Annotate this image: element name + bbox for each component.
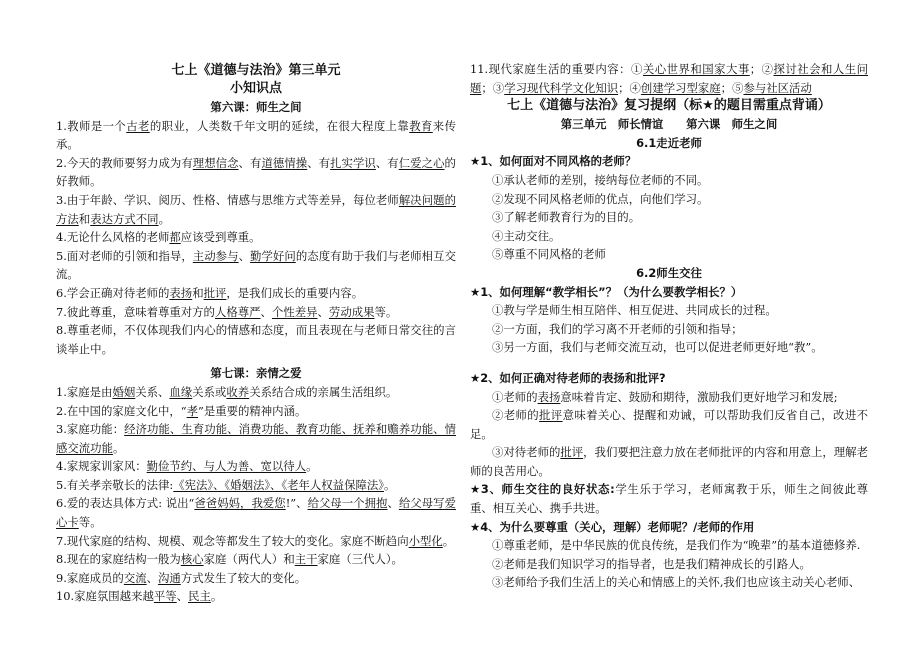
text-segment: ；② [749,62,774,76]
key-term: 主动参与 [192,248,239,263]
answer-item: ③了解老师教育行为的目的。 [492,210,641,225]
text-segment: 6.学会正确对待老师的 [56,285,170,300]
answer-item: ②发现不同风格老师的优点，向他们学习。 [492,191,709,206]
text-segment: 关系或 [192,384,227,399]
key-term: 批评 [560,445,584,460]
section-6-2: 6.2师生交往 [636,265,702,280]
text-segment: 。 [112,440,125,455]
key-term: 收养 [226,384,250,399]
text-segment: 8.尊重老师，不仅体现我们内心的情感和态度，而且表现在与老师日常交往的言谈举止中。 [56,323,456,356]
key-term: 平等 [153,589,177,604]
key-term: 批评 [539,408,563,423]
text-segment: 和 [78,211,91,226]
text-segment: 3.由于年龄、学识、阅历、性格、情感与思维方式等差异，每位老师 [56,192,399,207]
unit-title: 七上《道德与法治》第三单元 [171,63,341,78]
text-segment: 、有 [375,155,399,170]
text-segment: 11.现代家庭生活的重要内容：① [470,62,643,76]
text-segment: 家庭（三代人）。 [317,552,403,567]
text-segment: 的职业，人类数千年文明的延续，在很大程度上靠 [149,118,410,133]
key-term: 核心 [180,552,204,567]
text-segment: 2.今天的教师要努力成为有 [56,155,193,170]
text-segment: 、有 [238,155,262,170]
text-segment: ，是我们成长的重要内容。 [226,285,364,300]
text-segment: 等。 [78,515,102,530]
key-term: 创建学习型家庭 [640,80,721,95]
list-item [56,420,456,457]
text-segment: 。 [306,459,318,474]
key-term: 婚姻 [112,384,136,399]
list-item [56,228,456,247]
answers-1 [470,301,868,357]
key-term: 参与社区活动 [743,80,812,95]
key-term: 个性差异 [271,304,318,319]
text-segment: 5.面对老师的引领和指导， [56,248,193,263]
text-segment: !”、 [285,496,308,511]
text-segment: 的态度有助于我们与老师相互交流。 [56,248,456,282]
key-term: 理想信念 [192,155,239,170]
list-item [56,476,456,495]
lesson6-list [56,117,456,359]
text-segment: 1.教师是一个 [56,118,127,133]
text-segment: 2.在中国的家庭文化中，“ [56,403,187,418]
key-term: 表扬 [537,389,561,404]
text-segment: ③对待老师的 [492,445,561,460]
text-segment: 8.现在的家庭结构一般为 [56,552,181,567]
text-segment: 、 [317,304,329,319]
answer-item: ①教与学是师生相互陪伴、相互促进、共同成长的过程。 [492,303,777,318]
key-term: 勤俭节约、与人为善、宽以待人 [146,459,307,474]
text-segment: ；⑤ [720,80,744,95]
answer-item: ②一方面，我们的学习离不开老师的引领和指导； [492,321,743,336]
key-term: 血缘 [169,384,193,399]
key-term: 《宪法》、《婚姻法》、《老年人权益保障法》 [173,477,384,492]
list-item [56,550,456,569]
text-segment: 、 [238,248,251,263]
list-item [56,284,456,303]
text-segment: ”是重要的精神内涵。 [198,403,307,418]
text-segment: 、 [176,589,189,604]
text-segment: 。 [210,589,223,604]
text-segment: 、 [387,496,399,511]
key-term: 探讨社会和人生问题 [470,62,868,95]
text-segment: 关系、 [135,384,170,399]
key-term: 孝 [186,403,199,418]
text-segment: 9.家庭成员的 [56,570,124,585]
unit-subtitle: 小知识点 [229,81,282,96]
key-term: 给父母一个拥抱 [307,496,388,511]
text-segment: 3.家庭功能： [56,422,125,437]
key-term: 交流 [123,570,147,585]
question-3-label: ★3、师生交往的良好状态: [470,482,615,497]
text-segment: ①老师的 [492,389,538,404]
key-term: 经济功能、生育功能、消费功能、教育功能、抚养和赡养功能、情感交流功能 [56,422,456,455]
text-segment: 来传承。 [56,118,456,152]
list-item [56,303,456,322]
text-segment: 的好教师。 [56,155,456,189]
key-term: 表扬 [169,285,193,300]
question-3-text: 学生乐于学习，老师寓教于乐，师生之间彼此尊重、相互关心、携手共进。 [470,482,868,516]
list-item [56,569,456,588]
text-segment: 7.现代家庭的结构、规模、观念等都发生了较大的变化。家庭不断趋向 [56,533,409,548]
key-term: 主干 [294,552,318,567]
list-item [56,532,456,551]
text-segment: 意味着肯定、鼓励和期待，激励我们更好地学习和发展; [560,389,838,404]
key-term: 勤学好问 [250,248,296,263]
answer-item: ⑤尊重不同风格的老师 [492,247,606,262]
text-segment: 。 [158,211,170,226]
answer-2-1 [470,388,868,407]
list-item [56,494,456,531]
answer-2-3 [470,443,868,480]
text-segment: 。 [442,533,455,548]
list-item [56,247,456,284]
key-term: 劳动成果 [328,304,375,319]
text-segment: 、有 [307,155,331,170]
text-segment: 4.家规家训家风： [56,459,147,474]
list-item [56,383,456,402]
outline-title: 七上《道德与法治》复习提纲（标★的题目需重点背诵） [507,98,831,114]
text-segment: ，我们要把注意力放在老师批评的内容和用意上，理解老师的良苦用心。 [470,445,868,478]
text-segment: 7.彼此尊重，意味着尊重对方的 [56,304,215,319]
lesson6-heading: 第六课：师生之间 [210,100,302,114]
text-segment: 1.家庭是由 [56,384,113,399]
answer-item: ①承认老师的差别，接纳每位老师的不同。 [492,172,709,187]
outline-subtitle: 第三单元 师长情谊 第六课 师生之间 [560,117,778,132]
answer-item: ④主动交往。 [492,228,561,243]
text-segment: 应该受到尊重。 [180,230,261,245]
answers-4 [470,536,868,592]
answer-item: ②老师是我们知识学习的指导者，也是我们精神成长的引路人。 [492,556,811,571]
list-item [56,321,456,358]
key-term: 教育 [409,118,433,133]
text-segment: 4.无论什么风格的老师 [56,230,170,245]
key-term: 道德情操 [261,155,308,170]
question-3 [470,480,868,517]
key-term: 关心世界和国家大事 [642,62,750,76]
text-segment: 5.有关孝亲敬长的法律: [56,477,174,492]
list-item [56,117,456,154]
text-segment: ②老师的 [492,408,540,423]
text-segment: 6.爱的表达具体方式: 说出“ [56,496,195,511]
question-2: ★2、如何正确对待老师的表扬和批评? [470,370,666,385]
right-column [470,60,868,592]
question-6-1: ★1、如何面对不同风格的老师？ [470,154,637,169]
lesson7-heading: 第七课：亲情之爱 [210,366,302,381]
answers-6-1 [470,171,868,264]
text-segment: 家庭（两代人）和 [203,552,295,567]
question-1: ★1、如何理解“教学相长”？（为什么要教学相长？） [470,284,743,299]
list-item [56,402,456,421]
key-term: 学习现代科学文化知识 [504,80,619,95]
key-term: 解决问题的方法 [56,192,456,226]
item-11 [470,60,868,97]
answer-item: ①尊重老师，是中华民族的优良传统，是我们作为“晚辈”的基本道德修养. [492,538,861,553]
section-6-1: 6.1走近老师 [636,135,702,150]
key-term: 古老 [126,118,150,133]
key-term: 沟通 [158,570,181,585]
key-term: 表达方式不同 [90,211,159,226]
text-segment: 。 [383,477,396,492]
key-term: 小型化 [408,533,443,548]
left-column [56,62,456,606]
list-item [56,154,456,191]
question-4: ★4、为什么要尊重（关心，理解）老师呢？/老师的作用 [470,519,755,534]
answer-item: ③另一方面，我们与老师交流互动，也可以促进老师更好地“教”。 [492,340,823,355]
answer-item: ③老师给予我们生活上的关心和情感上的关怀,我们也应该主动关心老师、 [492,575,861,590]
key-term: 爸爸妈妈，我爱您 [194,496,286,511]
text-segment: ；③ [481,80,505,95]
text-segment: 方式发生了较大的变化。 [180,570,307,585]
key-term: 都 [169,230,181,245]
key-term: 人格尊严 [214,304,261,319]
text-segment: 等。 [374,304,398,319]
text-segment: 10.家庭氛围越来越 [56,589,154,604]
text-segment: 和 [192,285,204,300]
text-segment: 、 [260,304,272,319]
key-term: 扎实学识 [330,155,376,170]
lesson7-list [56,383,456,606]
list-item [56,587,456,606]
answer-2-2 [470,406,868,443]
key-term: 仁爱之心 [398,155,445,170]
key-term: 给父母写爱心卡 [56,496,456,530]
text-segment: 、 [146,570,159,585]
text-segment: 关系结合成的亲属生活组织。 [249,384,398,399]
text-segment: 意味着关心、提醒和劝诫，可以帮助我们反省自己，改进不足。 [470,408,868,441]
list-item [56,457,456,476]
list-item [56,191,456,228]
key-term: 民主 [188,589,211,604]
text-segment: ；④ [618,80,641,95]
key-term: 批评 [203,285,227,300]
